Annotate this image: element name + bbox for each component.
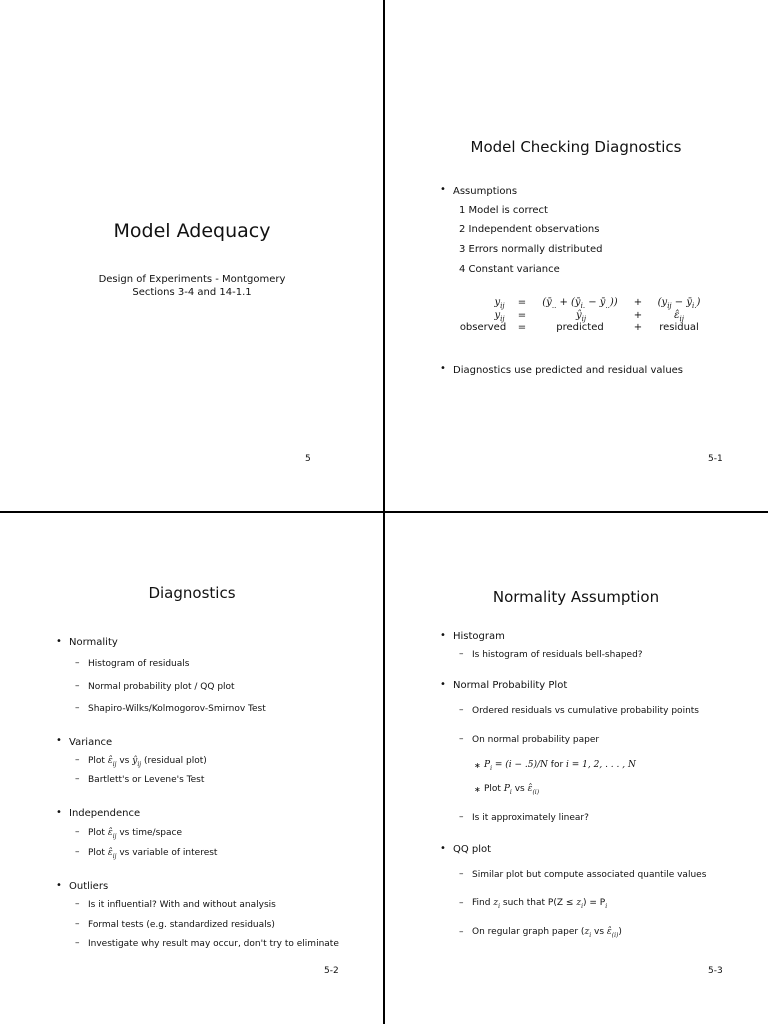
eq-term: =	[517, 322, 527, 333]
dash-icon: –	[75, 938, 80, 948]
assumption-item: 2 Independent observations	[459, 224, 600, 235]
dash-icon: –	[75, 847, 80, 857]
list-item: Shapiro-Wilks/Kolmogorov-Smirnov Test	[88, 704, 266, 714]
list-item: Is it influential? With and without analysis	[88, 900, 276, 910]
page-number: 5	[305, 454, 311, 464]
list-item: Bartlett's or Levene's Test	[88, 775, 205, 785]
slide-title: Diagnostics	[148, 584, 236, 602]
slide-title: Model Adequacy	[113, 220, 271, 242]
slide-title: Normality Assumption	[492, 588, 660, 606]
eq-term: +	[633, 322, 643, 333]
list-item: Investigate why result may occur, don't try to eliminate	[88, 939, 339, 949]
bullet-icon: •	[56, 807, 62, 818]
dash-icon: –	[459, 649, 464, 659]
list-item: Plot $\varepsilon̂_{ij}$ vs $ŷ_{ij}$ (residual plot)	[88, 756, 207, 768]
star-bullet-icon: ∗	[474, 761, 481, 770]
eq-term: +	[633, 297, 643, 308]
slide-diagnostics	[0, 512, 384, 1024]
list-item: Ordered residuals vs cumulative probability points	[472, 706, 699, 716]
section-outliers: Outliers	[69, 881, 109, 892]
eq-term: observed	[459, 322, 507, 333]
list-item: Is it approximately linear?	[472, 813, 589, 823]
list-item: Histogram of residuals	[88, 659, 190, 669]
assumption-item: 1 Model is correct	[459, 205, 548, 216]
list-item: On normal probability paper	[472, 735, 600, 745]
bullet-icon: •	[440, 679, 446, 690]
eq-term: residual	[659, 322, 699, 333]
dash-icon: –	[75, 827, 80, 837]
slide-model-adequacy	[0, 0, 384, 512]
section-independence: Independence	[69, 808, 141, 819]
dash-icon: –	[75, 658, 80, 668]
slide-model-checking-diagnostics	[384, 0, 768, 512]
slide-subtitle: Design of Experiments - Montgomery	[98, 274, 286, 285]
list-item: Similar plot but compute associated quantile values	[472, 870, 707, 880]
eq-term: $y_{ij}$	[494, 297, 505, 310]
eq-term: ($y_{ij}$ − $ȳ_{i.}$)	[657, 297, 701, 310]
dash-icon: –	[75, 774, 80, 784]
bullet-icon: •	[56, 880, 62, 891]
assumption-item: 3 Errors normally distributed	[459, 244, 603, 255]
dash-icon: –	[459, 734, 464, 744]
dash-icon: –	[459, 812, 464, 822]
list-item: Is histogram of residuals bell-shaped?	[472, 650, 643, 660]
page-number: 5-3	[708, 966, 723, 976]
assumptions-label: Assumptions	[453, 186, 518, 197]
eq-term: =	[517, 297, 527, 308]
section-normality: Normality	[69, 637, 118, 648]
list-item: Plot $\varepsilon̂_{ij}$ vs time/space	[88, 828, 182, 840]
diagnostics-note: Diagnostics use predicted and residual values	[453, 365, 684, 376]
eq-term: $ŷ_{ij}$	[575, 310, 587, 323]
dash-icon: –	[75, 899, 80, 909]
list-item: Find $z_i$ such that $P(Z \le z_i) = P_i$	[472, 898, 608, 910]
slide-title: Model Checking Diagnostics	[470, 138, 682, 156]
eq-term: $y_{ij}$	[494, 310, 505, 323]
eq-term: ($ȳ_{..}$ + ($ȳ_{i.}$ − $ȳ_{..}$))	[542, 297, 618, 310]
bullet-icon: •	[440, 843, 446, 854]
bullet-icon: •	[440, 363, 446, 374]
list-item: Plot $\varepsilon̂_{ij}$ vs variable of interest	[88, 848, 218, 860]
bullet-icon: •	[56, 636, 62, 647]
dash-icon: –	[75, 755, 80, 765]
dash-icon: –	[459, 898, 464, 908]
section-normal-probability-plot: Normal Probability Plot	[453, 680, 568, 691]
dash-icon: –	[459, 705, 464, 715]
page-number: 5-1	[708, 454, 723, 464]
dash-icon: –	[75, 703, 80, 713]
section-qq-plot: QQ plot	[453, 844, 492, 855]
bullet-icon: •	[56, 735, 62, 746]
dash-icon: –	[459, 869, 464, 879]
list-item: Formal tests (e.g. standardized residuals)	[88, 920, 275, 930]
eq-term: $\varepsilon̂_{ij}$	[674, 310, 684, 323]
sub-item: Plot $P_i$ vs $\varepsilon̂_{(i)}$	[484, 784, 540, 796]
bullet-icon: •	[440, 630, 446, 641]
eq-term: +	[633, 310, 643, 321]
assumption-item: 4 Constant variance	[459, 264, 560, 275]
star-bullet-icon: ∗	[474, 785, 481, 794]
dash-icon: –	[75, 919, 80, 929]
page-number: 5-2	[324, 966, 339, 976]
slide-subtitle: Sections 3-4 and 14-1.1	[132, 287, 252, 298]
dash-icon: –	[459, 927, 464, 937]
sub-item: $P_i = (i - .5)/N$ for i = 1, 2, . . . , N	[484, 760, 636, 772]
dash-icon: –	[75, 681, 80, 691]
list-item: On regular graph paper ($z_i$ vs $\varepsilon̂_{(i)}$)	[472, 927, 622, 939]
eq-term: predicted	[556, 322, 604, 333]
bullet-icon: •	[440, 184, 446, 195]
list-item: Normal probability plot / QQ plot	[88, 682, 235, 692]
section-variance: Variance	[69, 737, 113, 748]
eq-term: =	[517, 310, 527, 321]
slide-normality-assumption	[384, 512, 768, 1024]
section-histogram: Histogram	[453, 631, 505, 642]
